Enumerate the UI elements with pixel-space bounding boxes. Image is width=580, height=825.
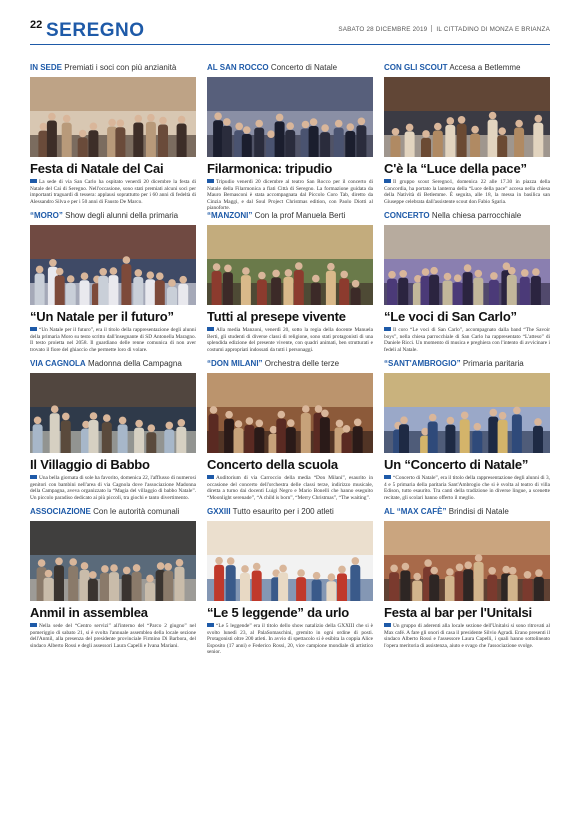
article-headline: Il Villaggio di Babbo (30, 457, 150, 472)
article-kicker (384, 210, 550, 221)
article-text: Alla media Manzoni, venerdì 20, sotto la regia della docente Manuela Berti, gli studenti di diverse classi di religione, sono stati protagonisti di una splendida edizione del presente vivente, con quadri animati, ben strutturati e costumi appropriati indossati da tutti i personaggi. (207, 327, 373, 353)
article-kicker (384, 62, 550, 73)
article-photo (30, 77, 196, 157)
kicker-subtitle: Concerto di Natale (270, 63, 338, 72)
kicker-subtitle: Primaria paritaria (462, 359, 524, 368)
header-separator (431, 25, 432, 32)
article-text: La sede di via San Carlo ha ospitato venerdì 20 dicembre la festa di Natale del Cai di Seregno. Nell'occasione, sono stati premiati alcuni soci per importanti traguardi di tessera: applausi soprattutto per i 60 anni di fedeltà di Alessandro Silva e per i 50 anni di Fausto De Marco. (30, 179, 196, 205)
body-bullet (384, 327, 391, 331)
kicker-tag: IN SEDE (30, 63, 63, 72)
issue-date: SABATO 28 DICEMBRE 2019 (338, 26, 428, 33)
kicker-subtitle: Accesa a Betlemme (449, 63, 521, 72)
photo-illustration (30, 225, 196, 305)
kicker-subtitle: Show degli alunni della primaria (65, 211, 179, 220)
photo-illustration (207, 225, 373, 305)
kicker-subtitle: Brindisi di Natale (448, 507, 509, 516)
kicker-tag: AL SAN ROCCO (207, 63, 269, 72)
body-bullet (207, 623, 214, 627)
article-photo (30, 225, 196, 305)
kicker-tag: CONCERTO (384, 211, 430, 220)
article-text: Una bella giornata di sole ha favorito, domenica 22, l'afflusso di numerosi genitori con bambini nell'area di via Cagnola dove l'associazione Madonna della Campagna, aveva organizzato la “Magia del villaggio di babbo Natale”. Un piccolo paradiso dedicato ai più piccoli, tra giochi e tanto divertimento. (30, 475, 196, 501)
article-10 (30, 506, 196, 654)
photo-illustration (384, 77, 550, 157)
article-body (207, 327, 373, 353)
photo-illustration (30, 373, 196, 453)
article-text: Nella sede del “Centro servizi” all'interno del “Parco 2 giugno” nel pomeriggio di sabato 21, si è svolta l'annuale assemblea della locale sezione dell'Anmil, alla presenza del presidente provinciale Firmino Di Barbora, del sindaco Alberto Rossi e degli assessori Laura Capelli e Ivana Mariani. (30, 623, 196, 649)
article-9 (384, 358, 550, 506)
article-headline: Filarmonica: tripudio (207, 161, 333, 176)
page-number: 22 (30, 19, 43, 31)
article-kicker (207, 210, 373, 221)
article-kicker (30, 210, 196, 221)
article-text: Il coro “Le voci di San Carlo”, accompagnato dalla band “The Savoir boys”, nella chiesa parrocchiale di San Carlo ha rappresentato “L'atteso” di Daniele Ricci. Un momento di musica e preghiera con l'intento di avvicinare i fedeli al Natale. (384, 327, 550, 353)
page-header (30, 19, 550, 41)
article-1 (30, 62, 196, 210)
kicker-tag: “MORO” (30, 211, 63, 220)
kicker-tag: AL “MAX CAFÈ” (384, 507, 447, 516)
body-bullet (384, 475, 391, 479)
kicker-tag: ASSOCIAZIONE (30, 507, 91, 516)
header-rule (30, 44, 550, 45)
article-kicker (30, 506, 196, 517)
body-bullet (30, 179, 37, 183)
article-text: Un gruppo di aderenti alla locale sezione dell'Unitalsi si sono ritrovati al Max café. A fare gli onori di casa il presidente Silvio Agradi. Erano presenti il sindaco Alberto Rossi e l'assessore Laura Capelli, i quali hanno sottolineato l'opera meritoria di assistenza, aiuto e svago che l'associazione svolge. (384, 623, 550, 649)
kicker-tag: GXXIII (207, 507, 231, 516)
kicker-subtitle: Con la prof Manuela Berti (254, 211, 346, 220)
article-kicker (384, 358, 550, 369)
article-body (384, 179, 550, 205)
article-photo (384, 373, 550, 453)
article-headline: Un “Concerto di Natale” (384, 457, 529, 472)
article-6 (384, 210, 550, 358)
article-headline: Festa di Natale del Cai (30, 161, 164, 176)
article-text: Il gruppo scout Seregno1, domenica 22 alle 17.30 in piazza della Concordia, ha portato la lanterna della “Luce della pace” accesa nella chiesa della Natività di Betlemme. È seguita, alle 18, la messa in basilica san Giuseppe celebrata dall'assistente scout don Fabio Sgaria. (384, 179, 550, 205)
article-photo (207, 225, 373, 305)
article-photo (384, 521, 550, 601)
article-kicker (207, 506, 373, 517)
kicker-subtitle: Con le autorità comunali (93, 507, 180, 516)
body-bullet (384, 623, 391, 627)
kicker-tag: “DON MILANI” (207, 359, 263, 368)
header-meta (338, 25, 550, 33)
article-photo (207, 521, 373, 601)
article-11 (207, 506, 373, 654)
section-title: SEREGNO (46, 20, 145, 41)
article-body (384, 327, 550, 353)
kicker-subtitle: Premiati i soci con più anzianità (64, 63, 177, 72)
article-headline: Festa al bar per l'Unitalsi (384, 605, 532, 620)
article-body (207, 623, 373, 654)
kicker-subtitle: Tutto esaurito per i 200 atleti (232, 507, 334, 516)
article-12 (384, 506, 550, 654)
photo-illustration (30, 77, 196, 157)
article-body (384, 475, 550, 501)
article-text: “Concerto di Natale”, era il titolo della rappresentazione degli alunni di 3, 4 e 5 primaria della paritaria Sant'Ambrogio che si è svolta al teatro di villa Edison, tutto esaurito. Tra canti della tradizione in diverse lingue, a scenette recitate, gli scolari hanno offerto il meglio. (384, 475, 550, 501)
photo-illustration (384, 521, 550, 601)
article-photo (30, 373, 196, 453)
photo-illustration (207, 521, 373, 601)
body-bullet (30, 475, 37, 479)
kicker-subtitle: Nella chiesa parrocchiale (431, 211, 522, 220)
article-body (207, 179, 373, 210)
body-bullet (207, 327, 214, 331)
article-3 (384, 62, 550, 210)
body-bullet (30, 623, 37, 627)
article-body (384, 623, 550, 649)
article-headline: Anmil in assemblea (30, 605, 148, 620)
article-body (30, 475, 196, 501)
kicker-tag: “MANZONI” (207, 211, 253, 220)
body-bullet (207, 179, 214, 183)
article-photo (207, 373, 373, 453)
article-text: Auditorium di via Carroccio della media “Don Milani”, esaurito in occasione del concerto dell'orchestra delle classi terze, indirizzo musicale, diretta a turno dai docenti Luigi Negro e Mario Bonelli che hanno eseguito “Moonlight serenade”, “A child is born”, “Merry Christmas”, “The waiting”. (207, 475, 373, 501)
article-body (30, 623, 196, 649)
kicker-tag: “SANT'AMBROGIO” (384, 359, 461, 368)
article-text: Tripudio venerdì 20 dicembre al teatro San Rocco per il concerto di Natale della Filarmonica a fiati Città di Seregno. La formazione guidata da Mauro Bernasconi è stata accompagnata dal Piccolo Coro Tab, diretto da Cinzia Maggi, e dal Soul Project Christmas edition, con Paolo Diotti al pianoforte. (207, 179, 373, 210)
photo-illustration (30, 521, 196, 601)
article-photo (384, 225, 550, 305)
publication-name: IL CITTADINO DI MONZA E BRIANZA (436, 26, 550, 33)
article-headline: Tutti al presepe vivente (207, 309, 346, 324)
article-kicker (207, 358, 373, 369)
article-photo (207, 77, 373, 157)
article-text: “Le 5 leggende” era il titolo dello show natalizio della GXXIII che si è svolto lunedì 23, al PalaSomaschini, gremito in ogni ordine di posti. Protagonisti oltre 200 atleti. In avvio di spettacolo si è esibita la coppia Alice Esposito (17 anni) e Federico Rossi, 20, vice campione mondiale di artistico senior. (207, 623, 373, 654)
article-kicker (207, 62, 373, 73)
article-4 (30, 210, 196, 358)
article-photo (384, 77, 550, 157)
photo-illustration (207, 77, 373, 157)
kicker-subtitle: Madonna della Campagna (87, 359, 182, 368)
body-bullet (207, 475, 214, 479)
articles-grid (30, 62, 550, 802)
photo-illustration (384, 225, 550, 305)
article-2 (207, 62, 373, 210)
article-body (30, 327, 196, 353)
article-8 (207, 358, 373, 506)
article-body (207, 475, 373, 501)
photo-illustration (384, 373, 550, 453)
article-photo (30, 521, 196, 601)
body-bullet (384, 179, 391, 183)
article-headline: “Un Natale per il futuro” (30, 309, 174, 324)
article-5 (207, 210, 373, 358)
kicker-tag: VIA CAGNOLA (30, 359, 86, 368)
kicker-tag: CON GLI SCOUT (384, 63, 448, 72)
article-text: “Un Natale per il futuro”, era il titolo della rappresentazione degli alunni della primaria Moro su testo scritto dall'insegnante di SD Antonella Maragno. Il testo proietta nel 2058. Il guardiano delle renne comunica di non aver trovato il fiore del ghiaccio che permette loro di volare. (30, 327, 196, 353)
article-kicker (384, 506, 550, 517)
kicker-subtitle: Orchestra delle terze (264, 359, 340, 368)
article-headline: “Le voci di San Carlo” (384, 309, 517, 324)
article-7 (30, 358, 196, 506)
article-headline: C'è la “Luce della pace” (384, 161, 527, 176)
article-headline: Concerto della scuola (207, 457, 338, 472)
article-headline: “Le 5 leggende” da urlo (207, 605, 350, 620)
body-bullet (30, 327, 37, 331)
photo-illustration (207, 373, 373, 453)
article-body (30, 179, 196, 205)
article-kicker (30, 358, 196, 369)
article-kicker (30, 62, 196, 73)
